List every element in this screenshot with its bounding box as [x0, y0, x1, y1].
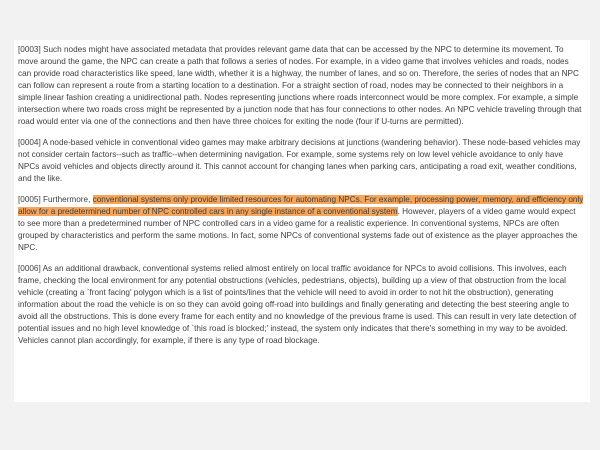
paragraph-0005 — [18, 194, 584, 254]
highlighted-text: conventional systems only provide limited resources for automating NPCs. For example, processing power, memory, and efficiency only allow for a predetermined number of NPC controlled cars in any single instance of a conventional system — [18, 195, 584, 216]
paragraph-0006: [0006] As an additional drawback, conventional systems relied almost entirely on local traffic avoidance for NPCs to avoid collisions. This involves, each frame, checking the local environment for any potential obstructions (vehicles, pedestrians, objects), building up a view of that obstruction from the local vehicle (creating a `front facing' polygon which is a list of points/lines that the vehicle will need to avoid in order to not hit the obstruction), generating information about the road the vehicle is on so they can avoid going off-road into buildings and finally generating and detecting the best steering angle to avoid all the obstructions. This is done every frame for each entity and no knowledge of the previous frame is used. This can result in very late detection of potential issues and no high level knowledge of `this road is blocked;' instead, the system only indicates that there's something in my way to be avoided. Vehicles cannot plan accordingly, for example, if there is any type of road blockage. — [18, 264, 577, 345]
document-page — [14, 40, 590, 402]
paragraph-0003: [0003] Such nodes might have associated metadata that provides relevant game data that can be accessed by the NPC to determine its movement. To move around the game, the NPC can create a path that follows a series of nodes. For example, in a video game that involves vehicles and roads, nodes can provide road characteristics like speed, lane width, whether it is a highway, the number of lanes, and so on. Therefore, the series of nodes that an NPC can follow can represent a route from a starting location to a destination. For a straight section of road, nodes may be connected to their neighbors in a simple linear fashion creating a unidirectional path. Nodes representing junctions where roads interconnect would be more complex. For example, a simple intersection where two roads cross might be represented by a junction node that has four connections to other nodes. An NPC vehicle traveling through that road would enter via one of the connections and then have three choices for exiting the node (four if U-turns are permitted). — [18, 45, 582, 126]
paragraph-0005-rest: . However, players of a video game would expect to see more than a predetermined number of NPC controlled cars in a video game for a realistic experience. In conventional systems, NPCs are often grouped by characteristics and perform the same motions. In fact, some NPCs of conventional systems fade out of existence as the player approaches the NPC. — [18, 207, 578, 252]
paragraph-0004: [0004] A node-based vehicle in conventional video games may make arbitrary decisions at junctions (wandering behavior). These node-based vehicles may not consider certain factors--such as traffic--when determining navigation. For example, some systems rely on low level vehicle avoidance to only have NPCs avoid vehicles and objects directly around it. This cannot account for changing lanes when parking cars, anticipating a road exit, weather conditions, and the like. — [18, 138, 581, 183]
paragraph-0005-lead: [0005] Furthermore, — [18, 195, 93, 204]
